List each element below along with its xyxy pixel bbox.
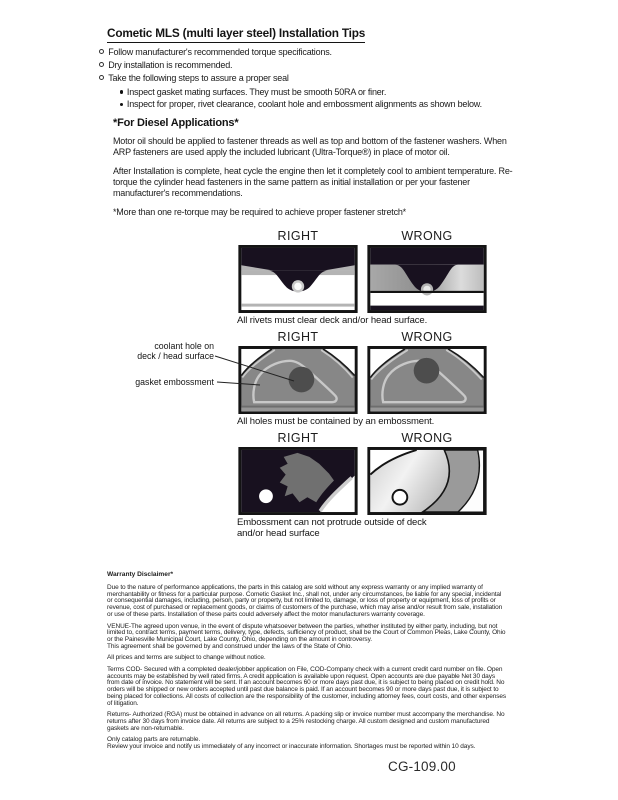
diesel-paragraph: After Installation is complete, heat cycle the engine then let it completely cool to ambient temperature. Re-torque the cylinder head fasteners in the same pattern as initial installation or per your fastener manufacturer's recommendations. xyxy=(113,166,513,198)
tip-bullet-text: Dry installation is recommended. xyxy=(108,60,233,71)
catalog-code: CG-109.00 xyxy=(388,759,456,774)
right-label: RIGHT xyxy=(277,330,319,344)
retorque-note: *More than one re-torque may be required to achieve proper fastener stretch* xyxy=(113,206,406,217)
tip-bullet xyxy=(99,72,529,85)
wrong-label: WRONG xyxy=(401,431,453,445)
warranty-paragraph: Review your invoice and notify us immediately of any incorrect or inaccurate information. Shortages must be reported within 10 days. xyxy=(107,743,476,751)
annotation-gasket-embossment-label: gasket embossment xyxy=(135,377,214,387)
tip-sub-bullet xyxy=(120,98,529,111)
right-label: RIGHT xyxy=(277,431,319,445)
embossment-right-diagram xyxy=(237,447,359,515)
solid-bullet-icon xyxy=(120,103,123,106)
figure-caption: Embossment can not protrude outside of deck and/or head surface xyxy=(237,517,427,539)
rivet-wrong-diagram xyxy=(366,245,488,313)
figure-row-embossment xyxy=(0,431,618,539)
warranty-paragraph: Due to the nature of performance applications, the parts in this catalog are sold without any express warranty or any implied warranty of merchantability or fitness for a particular purpose. Cometic Gasket Inc., shall not, under any circumstances, be liable for any special, incidental or consequential damages, including, person, party or property, but not limited to, damage, or loss of property or equipment, loss of profits or revenue, cost of purchased or replacement goods, or claims of customers of the purchase, which may arise and/or result from sale, installation or use of these parts. Installation of these parts could adversely affect the motor manufacturers warranty coverage. xyxy=(107,584,503,618)
embossment-wrong-diagram xyxy=(366,447,488,515)
coolant-hole-right-diagram xyxy=(237,346,359,414)
wrong-label: WRONG xyxy=(401,229,453,243)
coolant-hole-wrong-diagram xyxy=(366,346,488,414)
figure-caption: All rivets must clear deck and/or head surface. xyxy=(237,315,428,326)
figure-annotations xyxy=(116,341,214,387)
spacer xyxy=(116,361,214,377)
hollow-bullet-icon xyxy=(99,49,104,54)
solid-bullet-icon xyxy=(120,90,123,93)
hollow-bullet-icon xyxy=(99,62,104,67)
warranty-paragraph: This agreement shall be governed by and construed under the laws of the State of Ohio. xyxy=(107,642,353,650)
warranty-heading: Warranty Disclaimer* xyxy=(107,571,174,578)
rivet-right-diagram xyxy=(237,245,359,313)
installation-tips-list xyxy=(99,46,529,111)
tip-bullet xyxy=(99,46,529,59)
warranty-paragraph: Terms COD- Secured with a completed dealer/jobber application on File, COD-Company check with a current credit card number on file. Open accounts may be established by well rated firms. A credit application is available upon request. Open accounts are due payable Net 30 days from date of invoice. No statement will be sent. If an account becomes 60 or more days past due, it is subject to being placed on credit hold. No orders will be shipped or new orders accepted until past due balance is paid. If an account becomes 90 or more days past due, it is subject to being placed for collections. All costs of collection are the responsibility of the customer, including attorney fees, court costs, and other expenses of litigation. xyxy=(107,666,507,707)
tip-bullet xyxy=(99,59,529,72)
warranty-paragraph: VENUE-The agreed upon venue, in the event of dispute whatsoever between the parties, whether instituted by either party, including, but not limited to, contract terms, payment terms, delivery, type, defects, sufficiency of product, shall be the Court of Common Pleas, Lake County, Ohio or the Painesville Municipal Court, Lake County, Ohio, depending on the amount in controversy. xyxy=(107,622,506,643)
diesel-applications-section xyxy=(113,117,521,226)
hollow-bullet-icon xyxy=(99,75,104,80)
wrong-label: WRONG xyxy=(401,330,453,344)
warranty-section xyxy=(107,571,507,756)
tip-sub-bullet-text: Inspect gasket mating surfaces. They must be smooth 50RA or finer. xyxy=(126,86,387,97)
tip-sub-bullet-text: Inspect for proper, rivet clearance, coolant hole and embossment alignments as shown below. xyxy=(126,99,482,110)
tip-bullet-text: Take the following steps to assure a proper seal xyxy=(108,73,289,84)
diesel-paragraph: Motor oil should be applied to fastener threads as well as top and bottom of the fastener washers. When ARP fasteners are used apply the included lubricant (Ultra-Torque®) in place of motor oil. xyxy=(113,136,507,157)
right-label: RIGHT xyxy=(277,229,319,243)
tip-bullet-text: Follow manufacturer's recommended torque specifications. xyxy=(108,47,332,57)
warranty-paragraph: Returns- Authorized (RGA) must be obtained in advance on all returns. A packing slip or invoice number must accompany the merchandise. No returns after 30 days from invoice date. All returns are subject to a 25% restocking charge. All custom designed and custom manufactured gaskets are non-returnable. xyxy=(107,711,505,732)
figure-caption: All holes must be contained by an embossment. xyxy=(237,416,435,427)
warranty-paragraph: Only catalog parts are returnable. xyxy=(107,736,201,744)
page-title: Cometic MLS (multi layer steel) Installation Tips xyxy=(107,26,365,43)
annotation-coolant-hole-label: deck / head surface xyxy=(137,351,214,361)
figure-row-rivets xyxy=(0,229,618,326)
warranty-paragraph: All prices and terms are subject to change without notice. xyxy=(107,654,266,662)
figure-row-coolant-holes xyxy=(0,330,618,430)
annotation-coolant-hole-label: coolant hole on xyxy=(154,341,214,351)
tip-sub-bullet xyxy=(120,86,529,99)
diesel-heading: *For Diesel Applications* xyxy=(113,117,239,129)
